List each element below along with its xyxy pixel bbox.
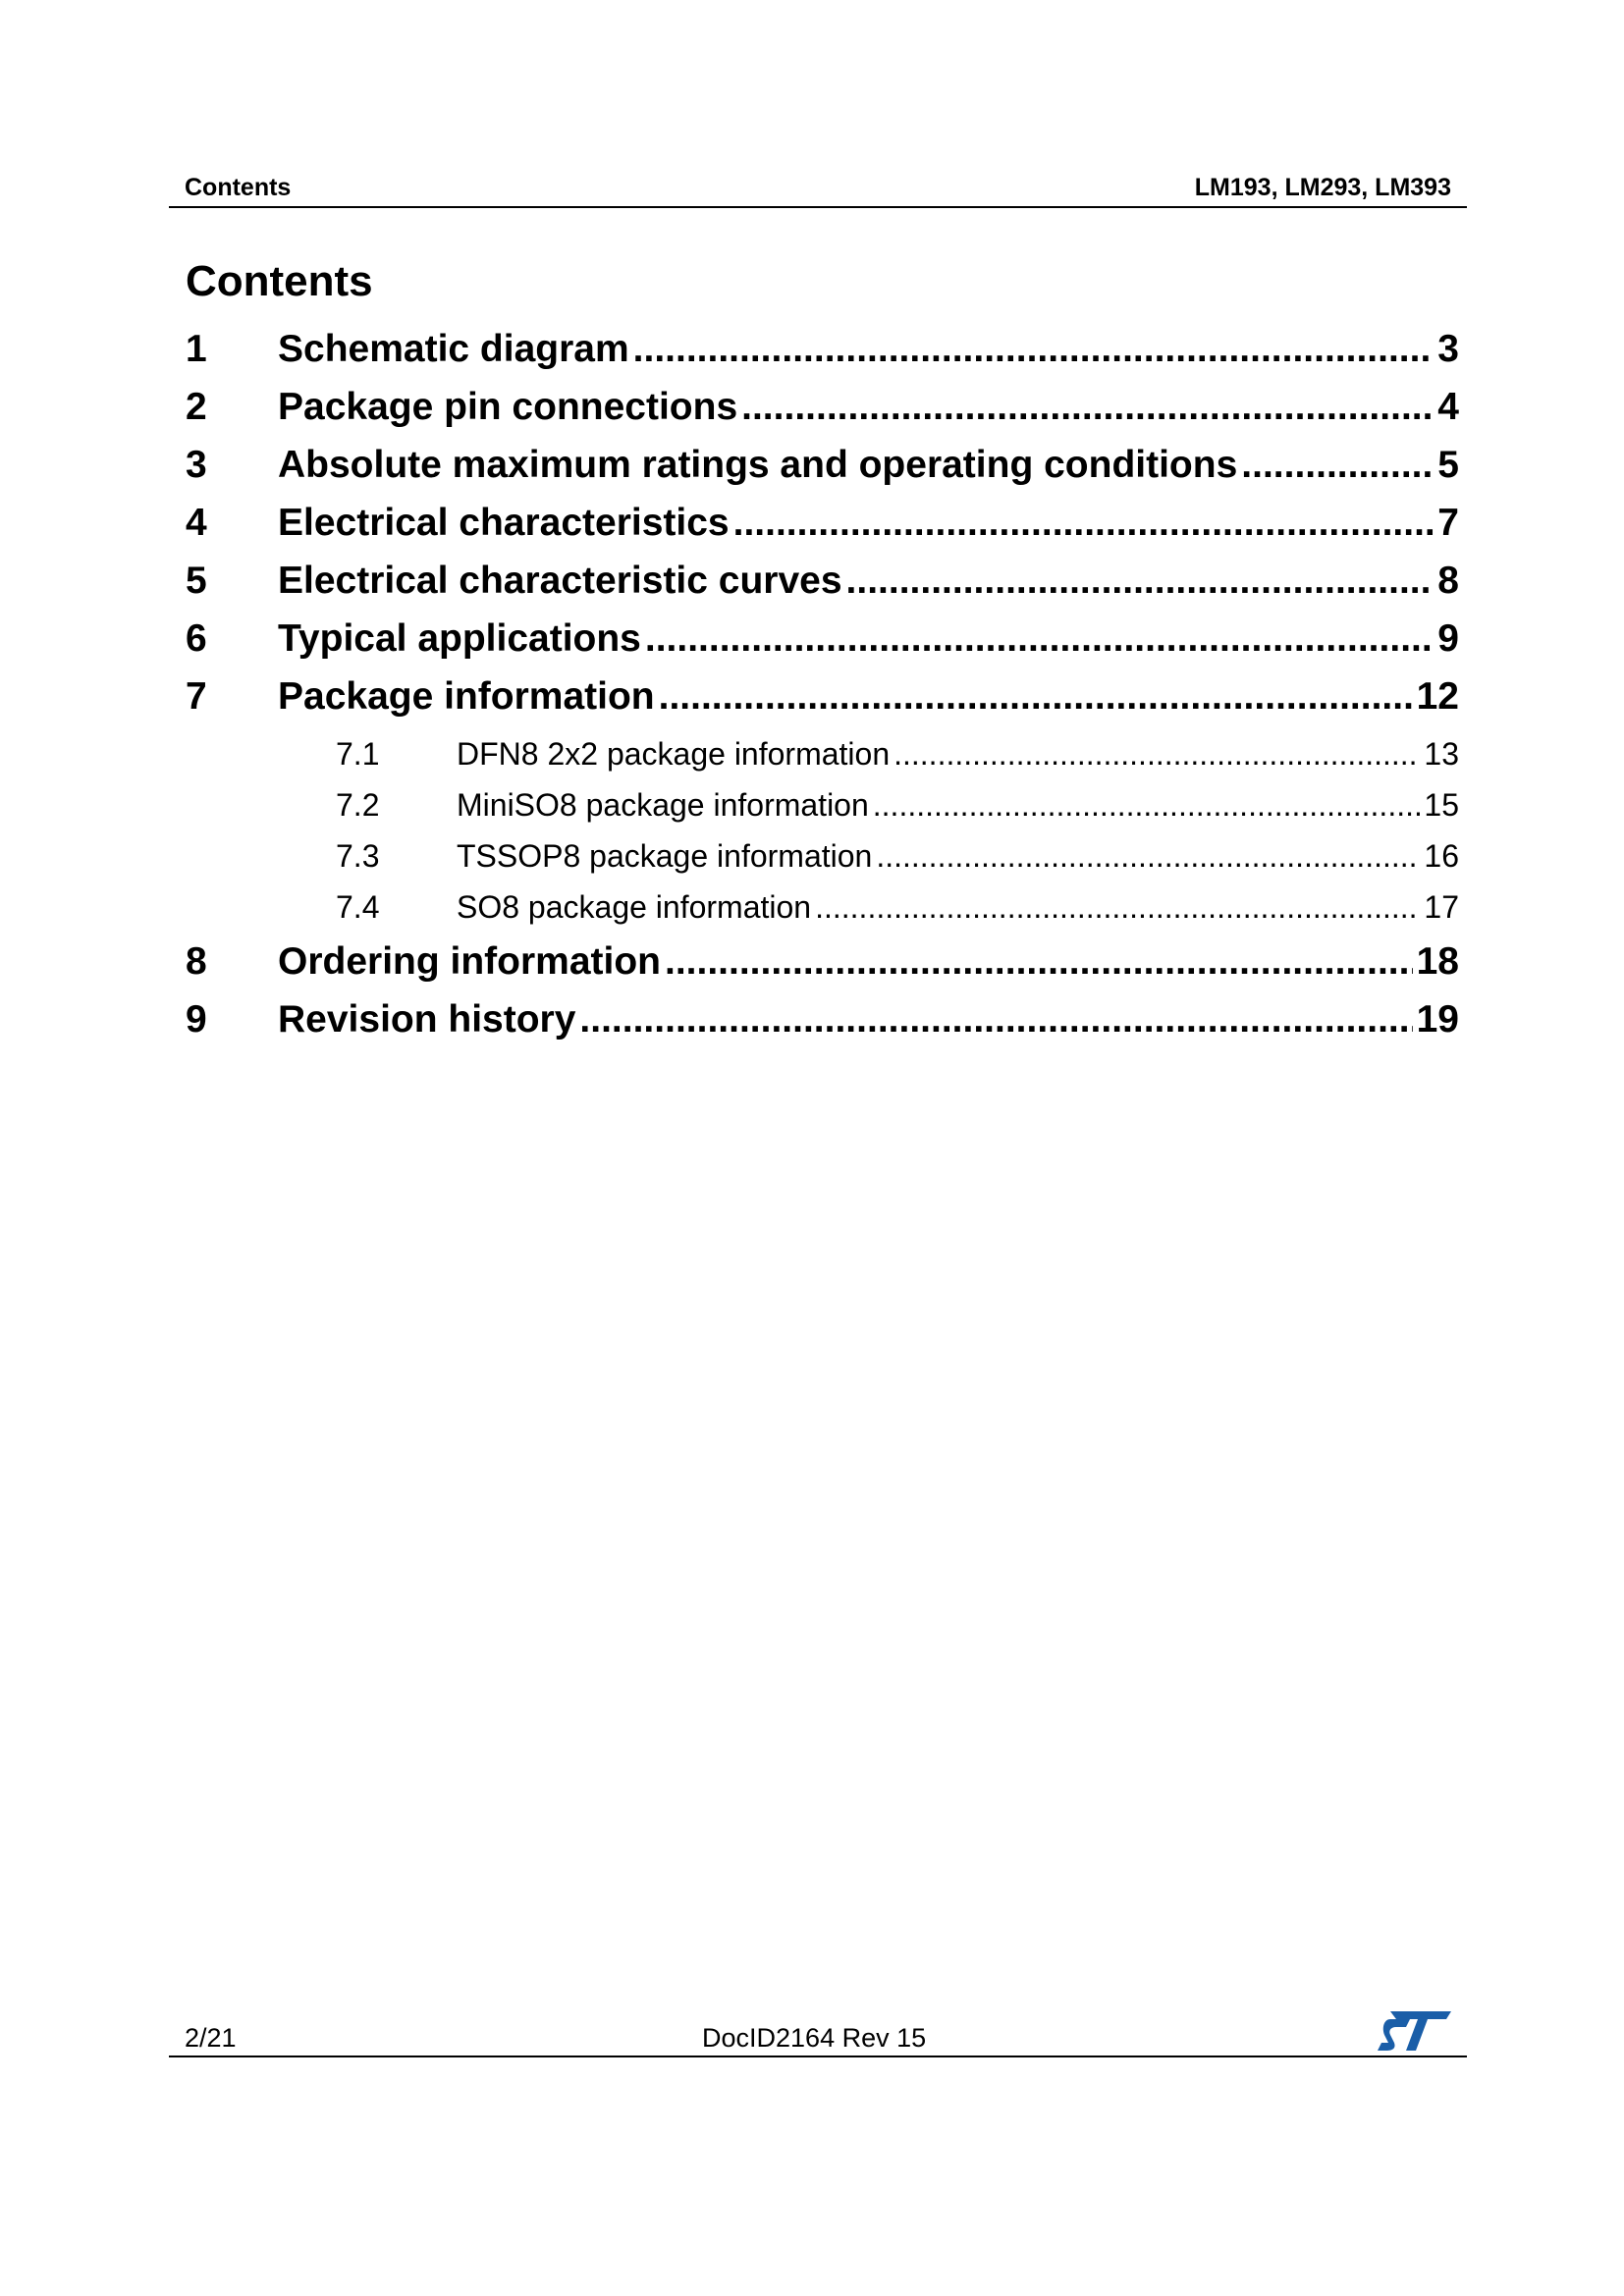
toc-entry-number: 4 [186, 502, 207, 544]
toc-entry-page: 12 [1416, 675, 1459, 718]
toc-entry-number: 7.1 [336, 736, 380, 772]
toc-entry-7-1[interactable] [336, 736, 1459, 773]
toc-entry-7-4[interactable] [336, 889, 1459, 926]
toc-entry-page: 19 [1416, 998, 1459, 1041]
toc-entry-6[interactable] [186, 617, 1459, 661]
toc-entry-number: 7 [186, 675, 207, 718]
toc-entry-1[interactable] [186, 328, 1459, 371]
toc-entry-number: 1 [186, 328, 207, 370]
toc-leader-dots [579, 998, 1412, 1041]
toc-leader-dots [645, 617, 1434, 661]
toc-leader-dots [733, 502, 1435, 545]
header-product-names: LM193, LM293, LM393 [1194, 174, 1451, 201]
toc-leader-dots [815, 889, 1420, 926]
toc-entry-page: 15 [1424, 787, 1459, 823]
toc-leader-dots [1241, 444, 1434, 487]
page-footer [169, 2012, 1467, 2057]
toc-entry-label: Package pin connections [278, 386, 738, 428]
toc-entry-7-3[interactable] [336, 838, 1459, 875]
toc-entry-number: 2 [186, 386, 207, 428]
toc-entry-number: 9 [186, 998, 207, 1041]
toc-entry-page: 3 [1437, 328, 1459, 370]
toc-leader-dots [741, 386, 1434, 429]
toc-entry-7-2[interactable] [336, 787, 1459, 824]
toc-entry-number: 7.4 [336, 889, 380, 925]
toc-entry-label: Absolute maximum ratings and operating conditions [278, 444, 1238, 486]
toc-entry-page: 18 [1416, 940, 1459, 983]
toc-entry-page: 7 [1437, 502, 1459, 544]
toc-entry-number: 8 [186, 940, 207, 983]
toc-entry-7[interactable] [186, 675, 1459, 719]
toc-entry-label: Ordering information [278, 940, 661, 983]
toc-entry-8[interactable] [186, 940, 1459, 984]
toc-leader-dots [665, 940, 1413, 984]
toc-leader-dots [873, 787, 1421, 824]
toc-entry-label: Revision history [278, 998, 576, 1041]
toc-entry-number: 5 [186, 560, 207, 602]
toc-entry-number: 7.2 [336, 787, 380, 823]
toc-entry-label: Typical applications [278, 617, 641, 660]
toc-entry-label: Package information [278, 675, 655, 718]
toc-leader-dots [893, 736, 1420, 773]
toc-entry-9[interactable] [186, 998, 1459, 1041]
toc-entry-number: 3 [186, 444, 207, 486]
toc-entry-5[interactable] [186, 560, 1459, 603]
toc-entry-page: 4 [1437, 386, 1459, 428]
toc-entry-3[interactable] [186, 444, 1459, 487]
toc-entry-page: 5 [1437, 444, 1459, 486]
toc-entry-page: 16 [1424, 838, 1459, 874]
toc-entry-label: SO8 package information [457, 889, 812, 925]
toc-entry-label: MiniSO8 package information [457, 787, 869, 823]
toc-entry-number: 6 [186, 617, 207, 660]
toc-entry-label: DFN8 2x2 package information [457, 736, 891, 772]
header-section-title: Contents [185, 174, 292, 201]
toc-leader-dots [846, 560, 1435, 603]
toc-entry-2[interactable] [186, 386, 1459, 429]
toc-entry-label: Electrical characteristics [278, 502, 730, 544]
toc-entry-page: 17 [1424, 889, 1459, 925]
toc-entry-label: TSSOP8 package information [457, 838, 873, 874]
toc-leader-dots [633, 328, 1435, 371]
toc-title: Contents [186, 257, 373, 305]
toc-entry-label: Schematic diagram [278, 328, 629, 370]
toc-entry-page: 8 [1437, 560, 1459, 602]
page-header [169, 173, 1467, 208]
footer-doc-id: DocID2164 Rev 15 [702, 2023, 927, 2053]
st-logo-icon [1377, 2009, 1453, 2053]
toc-entry-4[interactable] [186, 502, 1459, 545]
toc-leader-dots [659, 675, 1413, 719]
toc-entry-page: 13 [1424, 736, 1459, 772]
toc-entry-page: 9 [1437, 617, 1459, 660]
toc-entry-label: Electrical characteristic curves [278, 560, 842, 602]
toc-leader-dots [876, 838, 1420, 875]
toc-entry-number: 7.3 [336, 838, 380, 874]
footer-page-number: 2/21 [185, 2023, 237, 2053]
